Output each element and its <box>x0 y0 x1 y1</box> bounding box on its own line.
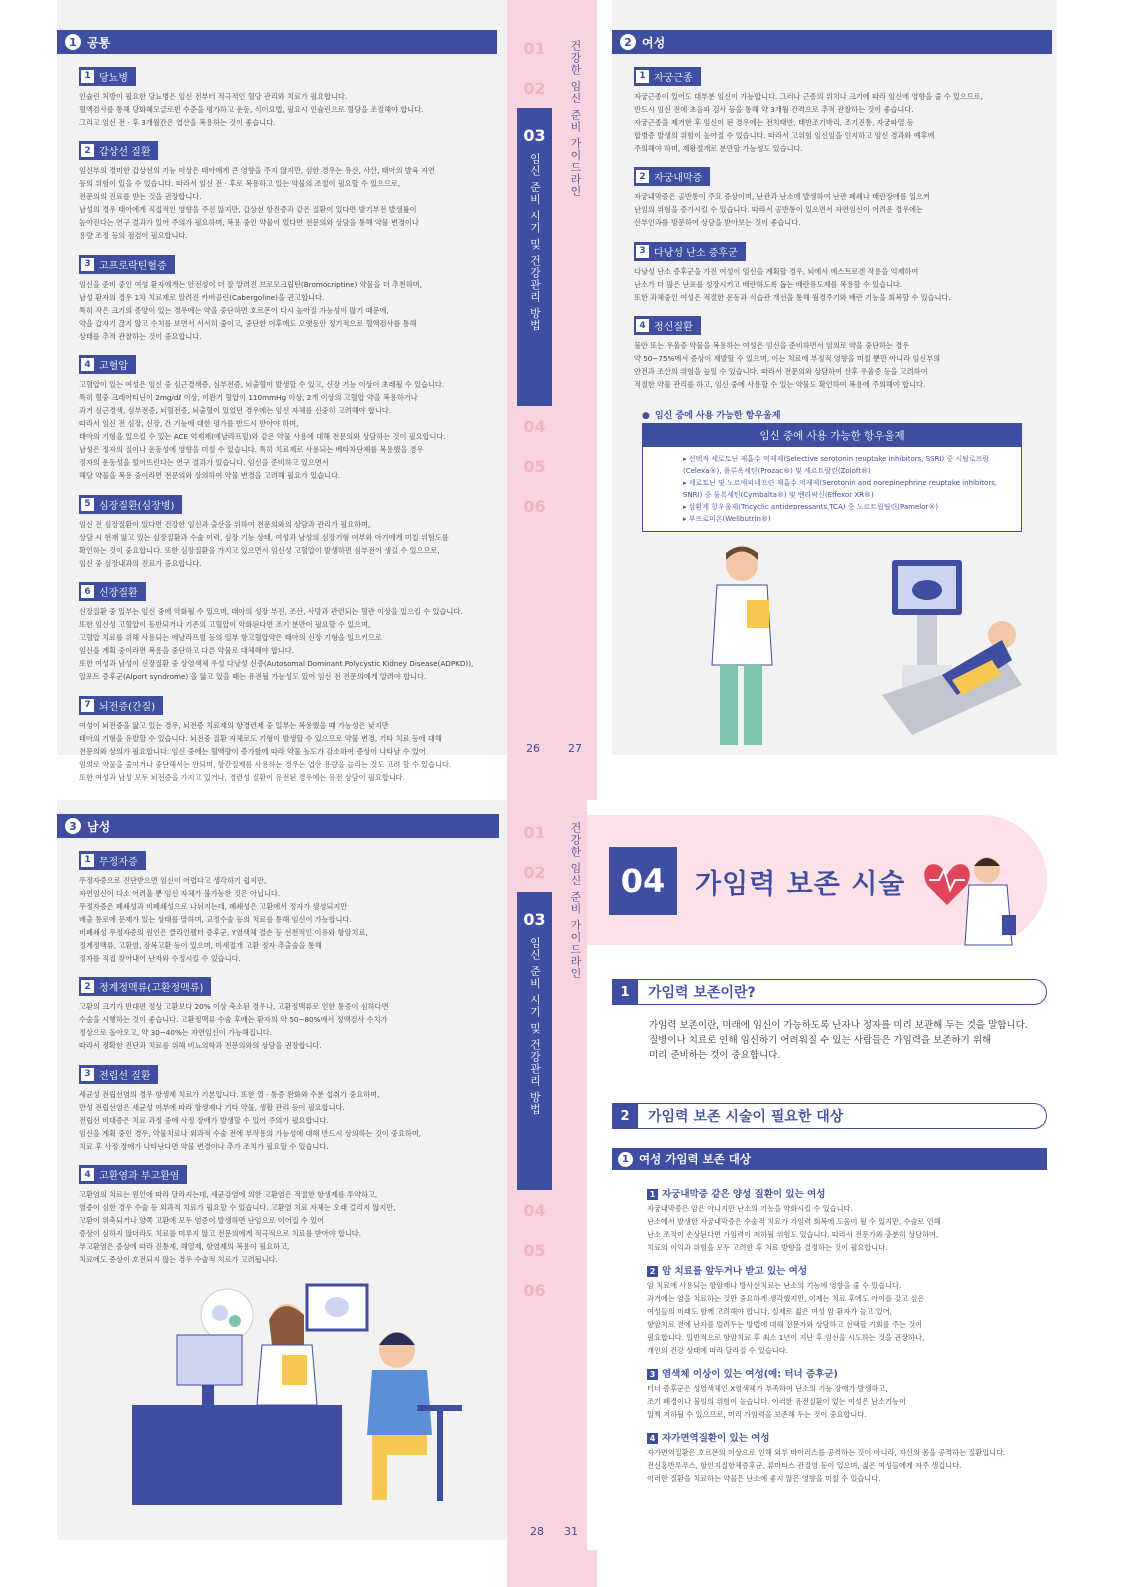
item-heading <box>647 1430 1052 1444</box>
item-number: 5 <box>81 498 94 511</box>
section-title: 남성 <box>87 819 111 834</box>
item-number: 6 <box>81 585 94 598</box>
section-number: 3 <box>65 818 81 834</box>
guide-title-vertical: 건강한 임신 준비 가이드라인 <box>569 40 582 198</box>
page-number-26: 26 <box>526 742 540 755</box>
item-heading <box>647 1366 1052 1380</box>
item-number: 1 <box>647 1189 658 1200</box>
pill-number: 1 <box>612 979 638 1005</box>
item-number: 4 <box>81 1168 94 1181</box>
item-block <box>79 974 499 1053</box>
item-body: 불안 또는 우울증 약물을 복용하는 여성은 임신을 준비하면서 임의로 약을 중단하는 경우 약 50~75%에서 증상이 재발할 수 있으며, 이는 치료에 부정적 영향을 미칠 뿐만 아니라 임신부의 안전과 조산의 위험을 높일 수 있습니다. 따라서 전문의와 상담하여 산후 우울증 등을 고려하여 적절한 약물 관리를 하고, 임신 중에 사용할 수 있는 약물도 확인하여 복용에 주의해야 합니다. <box>634 341 941 389</box>
item-number: 4 <box>647 1433 658 1444</box>
item-body: 자궁내막증은 암은 아니지만 난소의 기능을 약화시킬 수 있습니다. 난소에서 발생한 자궁내막증은 수술적 치료가 가임력 회복에 도움이 될 수 있지만, 수술로 인해 난소 조직이 손상된다면 가임력이 저하될 위험도 있습니다. 따라서 전문가와 충분히 상담하여, 치료의 이익과 위험을 모두 고려한 후 치료 방향을 결정하는 것이 필요합니다. <box>647 1204 941 1252</box>
item-title: 정계정맥류(고환정맥류) <box>99 983 204 994</box>
subhead-female-targets <box>612 1148 1047 1170</box>
pill-title: 가임력 보존 시술이 필요한 대상 <box>648 1109 844 1125</box>
item-title: 고프로락틴혈증 <box>99 260 167 272</box>
item-body: 자궁내막증은 골반통이 주요 증상이며, 난관과 난소에 발생하여 난관 폐쇄나 배란장애를 일으켜 난임의 위험을 증가시킬 수 있습니다. 따라서 골반통이 있으면서 자연임신이 어려운 경우에는 산부인과를 방문하여 상담을 받아보는 것이 좋습니다. <box>634 192 930 227</box>
item-title: 고환염과 부고환염 <box>99 1171 180 1182</box>
section-title: 공통 <box>87 35 111 50</box>
item-block <box>79 491 499 570</box>
item-tag <box>79 355 136 374</box>
item-tag <box>79 977 211 996</box>
item-body: 암 치료에 사용되는 항암제나 방사선치료는 난소의 기능에 영향을 줄 수 있습니다. 과거에는 암을 치료하는 것만 중요하게 생각했지만, 이제는 치료 후에도 아이를 갖고 싶은 여성들의 미래도 함께 고려해야 합니다. 실제로 젊은 여성 암 환자가 늘고 있어, 항암치료 전에 난자를 얼려두는 방법에 대해 전문가와 상담하고 선택할 기회를 주는 것이 필요합니다. 일반적으로 항암치료 후 최소 1년이 지난 후 임신을 시도하는 것을 권장하나, 개인의 건강 상태에 따라 달라질 수 있습니다. <box>647 1281 925 1355</box>
item-block <box>79 1162 499 1267</box>
page-27-items <box>634 63 1044 400</box>
tab-column-bottom <box>517 812 552 1310</box>
subhead-title: 여성 가임력 보존 대상 <box>639 1152 751 1166</box>
chapter-tab-06[interactable] <box>517 1270 552 1310</box>
item-tag <box>79 67 136 86</box>
section-header-men <box>57 814 499 838</box>
item-body: 고혈압이 있는 여성은 임신 중 심근경색증, 심부전증, 뇌출혈이 발생할 수 있고, 신장 기능 이상이 초래될 수 있습니다. 특히 혈중 크레아티닌이 2mg/dℓ 이상, 이완기 혈압이 110mmHg 이상, 2개 이상의 고혈압 약을 복용하거나 과거 심근경색, 심부전증, 뇌혈전증, 뇌출혈이 있었던 경우에는 임신 자체를 신중히 고려해야 합니다. 따라서 임신 전 심장, 신장, 간 기능에 대한 평가를 반드시 받아야 하며, 태아의 기형을 일으킬 수 있는 ACE 억제제(에날라프릴)와 같은 약물 사용에 대해 전문의와 상담하는 것이 필요합니다. 남성은 정자의 질이나 운동성에 영향을 미칠 수 있습니다. 특히 치료제로 사용되는 베타차단제를 복용했을 경우 정자의 운동성을 떨어뜨린다는 연구 결과가 있습니다. 임신을 준비하고 있으면서 해당 약물을 복용 중이라면 전문의와 상의하여 약물 변경을 고려해 필요가 있습니다. <box>79 380 446 480</box>
item-tag <box>634 242 746 261</box>
page-number-27: 27 <box>568 742 582 755</box>
item-block <box>634 164 1044 230</box>
chapter-title: 가임력 보존 시술 <box>695 869 906 900</box>
chapter-tab-03[interactable] <box>517 892 552 1190</box>
item-tag <box>79 1165 187 1184</box>
page-27 <box>612 0 1057 755</box>
item-number: 1 <box>81 854 94 867</box>
item-number: 2 <box>81 980 94 993</box>
item-block <box>79 251 499 343</box>
chapter-tab-number: 05 <box>523 1240 546 1260</box>
section-header-common <box>57 30 497 54</box>
chapter-tab-number: 06 <box>523 1280 546 1300</box>
chapter-tab-number: 03 <box>523 910 546 929</box>
tab-column-top <box>517 28 552 526</box>
section-header-women <box>612 30 1052 54</box>
chapter-tab-04[interactable] <box>517 1190 552 1230</box>
chapter-tab-05[interactable] <box>517 446 552 486</box>
chapter-tab-01[interactable] <box>517 28 552 68</box>
chapter-tab-number: 06 <box>523 496 546 516</box>
item-title: 신장질환 <box>99 588 138 599</box>
chapter-tab-number: 02 <box>523 78 546 98</box>
item-number: 1 <box>636 70 649 83</box>
chapter-tab-06[interactable] <box>517 486 552 526</box>
item-block <box>634 313 1044 392</box>
antidepressant-list-item: ▸ 부프로피온(Wellbutrin®) <box>683 513 1011 525</box>
page-28-items <box>79 847 499 1275</box>
page-number-28: 28 <box>530 1525 544 1538</box>
item-block <box>79 352 499 483</box>
item-title: 다낭성 난소 증후군 <box>654 247 738 259</box>
chapter-tab-04[interactable] <box>517 406 552 446</box>
item-block <box>634 63 1044 155</box>
item-body: 신장질환 중 일부는 임신 중에 악화될 수 있으며, 태아의 성장 부진, 조산, 사망과 관련되는 혈관 이상을 일으킬 수 있습니다. 또한 임신성 고혈압이 동반되거나 기존의 고혈압이 악화된다면 조기 분만이 필요할 수 있으며, 고혈압 치료를 위해 사용되는 에날라프릴 등의 일부 항고혈압약은 태아의 신장 기형을 일으키므로 임신을 계획 중이라면 복용을 중단하고 다른 약물로 대체해야 합니다. 또한 여성과 남성이 신장질환 중 상염색체 우성 다낭성 신증(Autosomal Dominant Polycystic Kidney Disease(ADPKD)), 알포트 증후군(Alport syndrome) 을 앓고 있을 때는 유전될 가능성도 있어 임신 전 전문의에게 알려야 합니다. <box>79 607 474 681</box>
pill-number: 2 <box>612 1103 638 1129</box>
chapter-tab-number: 03 <box>523 126 546 145</box>
item-title: 염색체 이상이 있는 여성(예: 터너 증후군) <box>662 1369 838 1380</box>
chapter-tab-number: 04 <box>523 1200 546 1220</box>
item-body: 고환의 크기가 반대편 정상 고환보다 20% 이상 축소된 경우나, 고환정맥류로 인한 통증이 심하다면 수술을 시행하는 것이 좋습니다. 고환정맥류 수술 후에는 환자의 약 50~80%에서 정액검사 수치가 정상으로 돌아오고, 약 30~40%는 자연임신이 가능해집니다. 따라서 정확한 진단과 치료를 위해 비뇨의학과 전문의와의 상담을 권장합니다. <box>79 1002 389 1050</box>
item-body: 세균성 전립선염의 경우 항생제 치료가 기본입니다. 또한 열 · 통증 완화와 수분 섭취가 중요하며, 만성 전립선염은 세균성 여부에 따라 항생제나 기타 약물, 생활 관리 등이 필요합니다. 전립선 비대증은 치료 과정 중에 사정 장애가 발생할 수 있어 주의가 필요합니다. 임신을 계획 중인 경우, 약물치료나 외과적 수술 전에 부작용의 가능성에 대해 반드시 상의하는 것이 중요하며, 치료 후 사정 장애가 나타난다면 약물 변경이나 추가 조치가 필요할 수 있습니다. <box>79 1089 422 1151</box>
item-number: 3 <box>81 258 94 271</box>
item-block <box>79 63 499 129</box>
item-body: 임신 전 심장질환이 있다면 건강한 임신과 출산을 위하여 전문의와의 상담과 관리가 필요하며, 상담 시 현재 앓고 있는 심장질환과 수술 이력, 심장 기능 상태, 여성과 남성의 심장기형 여부와 아기에게 미칠 위험도를 확인하는 것이 중요합니다. 또한 심장질환을 가지고 있으면서 임신성 고혈압이 발생하면 심부전이 생길 수 있으므로, 임신 중 심장내과의 진료가 중요합니다. <box>79 519 449 568</box>
item-block <box>647 1430 1052 1485</box>
antidepressant-bullet <box>642 403 781 422</box>
item-title: 당뇨병 <box>99 72 128 84</box>
page-number-31: 31 <box>564 1525 578 1538</box>
fertility-preservation-definition: 가임력 보존이란, 미래에 임신이 가능하도록 난자나 정자를 미리 보관해 두는 것을 말합니다. 질병이나 치료로 인해 임신하기 어려워질 수 있는 사람들은 가임력을 보존하기 위해 미리 준비하는 것이 중요합니다. <box>649 1020 1028 1061</box>
chapter-tab-01[interactable] <box>517 812 552 852</box>
item-tag <box>79 495 182 514</box>
item-title: 심장질환(심장병) <box>99 500 175 512</box>
item-heading <box>647 1263 1052 1277</box>
item-title: 자가면역질환이 있는 여성 <box>662 1433 770 1444</box>
antidepressant-list <box>643 447 1021 531</box>
antidepressant-list-item: ▸ 선택적 세로토닌 재흡수 억제제(Selective serotonin reuptake inhibitors, SSRI) 중 시탈로프람(Celexa®), 플루옥세틴(Prozac®) 및 세르트랄린(Zoloft®) <box>683 453 1011 477</box>
item-body: 자궁근종이 있어도 대부분 임신이 가능합니다. 그러나 근종의 위치나 크기에 따라 임신에 영향을 줄 수 있으므로, 반드시 임신 전에 초음파 검사 등을 통해 약 3개월 간격으로 추적 관찰하는 것이 좋습니다. 자궁근종을 제거한 후 임신이 된 경우에는 전치태반, 태반조기박리, 조기진통, 자궁파열 등 합병증 발생의 위험이 높아질 수 있습니다. 따라서 고위험 임신임을 인지하고 임신 경과와 예후에 주의해야 하며, 제왕절개로 분만할 가능성도 있습니다. <box>634 91 984 153</box>
section-number: 1 <box>65 34 81 50</box>
pill-what-is-fertility-preservation <box>612 979 1047 1005</box>
item-heading <box>647 1186 1052 1200</box>
item-body: 다낭성 난소 증후군을 가진 여성이 임신을 계획할 경우, 뇌에서 에스트로겐 작용을 억제하여 난소가 더 많은 난포를 성장시키고 배란하도록 돕는 배란유도제를 복용할 수 있습니다. 또한 과체중인 여성은 적절한 운동과 식습관 개선을 통해 월경주기와 배란 기능을 회복할 수 있습니다. <box>634 266 951 302</box>
chapter-tab-label: 임신 준비 시기 및 건강관리 방법 <box>528 937 542 1116</box>
chapter-tab-05[interactable] <box>517 1230 552 1270</box>
antidepressant-list-item: ▸ 삼환계 항우울제(Tricyclic antidepressants,TCA) 중 노르트립틸린(Pamelor®) <box>683 501 1011 513</box>
pill-target-group <box>612 1103 1047 1129</box>
item-block <box>647 1366 1052 1421</box>
item-block <box>79 1061 499 1153</box>
item-block <box>647 1263 1052 1357</box>
item-tag <box>634 316 701 335</box>
item-body: 고환염의 치료는 원인에 따라 달라지는데, 세균감염에 의한 고환염은 적절한 항생제를 투약하고, 염증이 심한 경우 수술 등 외과적 치료가 필요할 수 있습니다. 고환염 치료 자체는 오래 걸리지 않지만, 고환이 위축되거나 양쪽 고환에 모두 염증이 발생하면 난임으로 이어질 수 있어 증상이 심하지 않더라도 치료를 미루지 않고 전문의에게 적극적으로 치료를 받아야 합니다. 부고환염은 증상에 따라 진통제, 해열제, 항염제의 복용이 필요하고, 치료에도 증상이 호전되지 않는 경우 수술적 치료가 고려됩니다. <box>79 1190 396 1264</box>
item-tag <box>79 1065 158 1084</box>
chapter-tab-number: 01 <box>523 822 546 842</box>
chapter-tab-number: 04 <box>523 416 546 436</box>
item-tag <box>79 582 146 601</box>
page-31 <box>587 800 1057 1550</box>
item-body: 여성이 뇌전증을 앓고 있는 경우, 뇌전증 치료제의 항경련제 중 일부는 복용했을 때 가능성은 낮지만 태아의 기형을 유발할 수 있습니다. 뇌전증 질환 자체로도 기형이 발생할 수 있으므로 약물 변경, 기타 치료 등에 대해 전문의와 상의가 필요합니다. 임신 중에는 혈액량이 증가함에 따라 약물 농도가 감소하여 증상이 나타날 수 있어 임의로 약물을 줄이거나 중단해서는 안되며, 항간질제를 사용하는 경우는 엽산 용량을 늘리는 것도 고려 할 수 있습니다. 또한 여성과 남성 모두 뇌전증을 가지고 있거나, 경련성 질환이 유전된 경우에는 유전 상담이 필요합니다. <box>79 720 452 782</box>
item-tag <box>79 696 163 715</box>
item-title: 갑상선 질환 <box>99 147 151 158</box>
section-number: 2 <box>620 34 636 50</box>
item-block <box>79 847 499 965</box>
doctor-heart-illustration <box>917 840 1027 945</box>
item-title: 정신질환 <box>654 322 693 333</box>
chapter-tab-number: 02 <box>523 862 546 882</box>
item-block <box>79 579 499 684</box>
chapter-tab-number: 05 <box>523 456 546 476</box>
item-body: 임신부의 경미한 갑상선의 기능 이상은 태아에게 큰 영향을 주지 않지만, 심한 경우는 유산, 사산, 태아의 발육 지연 등의 위험이 있을 수 있습니다. 따라서 임신 전 · 후로 복용하고 있는 약물의 조절이 필요할 수 있으므로, 전문의의 진료를 받는 것을 권장합니다. 남성의 경우 태아에게 직접적인 영향을 주진 않지만, 갑상선 항진증과 같은 질환이 있다면 발기부전 발생률이 높아진다는 연구 결과가 있어 주의가 필요하며, 복용 중인 약물이 있다면 전문의와 상담을 통해 약물 변경이나 용량 조정 등의 점검이 필요합니다. <box>79 166 435 240</box>
antidepressant-box-title: 임신 중에 사용 가능한 항우울제 <box>643 424 1021 447</box>
page-31-items <box>647 1186 1052 1494</box>
doctor-patient-consultation-illustration <box>132 1275 462 1505</box>
chapter-number: 04 <box>609 847 677 915</box>
guide-title-vertical-bottom: 건강한 임신 준비 가이드라인 <box>569 822 582 980</box>
item-body: 자가면역질환은 호르몬의 이상으로 인해 외부 바이러스를 공격하는 것이 아니라, 자신의 몸을 공격하는 질환입니다. 전신홍반루푸스, 항인지질항체증후군, 류마티스 관절염 등이 있으며, 젊은 여성들에게 자주 생깁니다. 이러한 질환을 치료하는 약물은 난소에 좋지 않은 영향을 미칠 수 있습니다. <box>647 1448 1006 1483</box>
item-body: 인슐린 처방이 필요한 당뇨병은 임신 전부터 적극적인 혈당 관리와 치료가 필요합니다. 혈액검사를 통해 당화혜모글로빈 수준을 평가하고 운동, 식이요법, 필요시 인슐린으로 혈당을 조절해야 합니다. 그리고 임신 전 · 후 3개월간은 엽산을 복용하는 것이 좋습니다. <box>79 91 424 127</box>
subhead-number: 1 <box>618 1152 633 1167</box>
item-number: 3 <box>81 1068 94 1081</box>
chapter-tab-02[interactable] <box>517 852 552 892</box>
item-number: 3 <box>636 245 649 258</box>
item-tag <box>634 67 701 86</box>
item-number: 4 <box>636 319 649 332</box>
item-number: 2 <box>81 144 94 157</box>
item-number: 7 <box>81 699 94 712</box>
chapter-tab-number: 01 <box>523 38 546 58</box>
item-block <box>79 692 499 784</box>
item-title: 암 치료를 앞두거나 받고 있는 여성 <box>662 1266 808 1277</box>
item-number: 1 <box>81 70 94 83</box>
item-block <box>634 238 1044 304</box>
item-title: 자궁근종 <box>654 72 693 84</box>
item-tag <box>79 141 158 160</box>
item-title: 자궁내막증 같은 양성 질환이 있는 여성 <box>662 1189 826 1200</box>
doctor-ultrasound-illustration <box>702 545 1042 755</box>
page-26-items <box>79 63 499 793</box>
item-title: 뇌전증(간질) <box>99 701 156 713</box>
item-title: 자궁내막증 <box>654 173 703 184</box>
antidepressant-box <box>642 423 1022 532</box>
item-body: 터너 증후군은 성염색체인 X염색체가 부족하여 난소의 기능 장애가 발생하고, 조기 폐경이나 불임의 위험이 높습니다. 이러한 유전질환이 있는 여성은 난소기능이 일찍 저하될 수 있으므로, 미리 가임력을 보존해 두는 것이 중요합니다. <box>647 1384 906 1419</box>
bullet-dot-icon: ● <box>642 411 650 421</box>
chapter-tab-label: 임신 준비 시기 및 건강관리 방법 <box>528 153 542 332</box>
chapter-tab-03[interactable] <box>517 108 552 406</box>
section-title: 여성 <box>642 35 666 50</box>
page-28 <box>57 800 507 1540</box>
item-number: 2 <box>636 170 649 183</box>
item-title: 무정자증 <box>99 856 138 868</box>
pill-title: 가임력 보존이란? <box>648 985 756 1001</box>
item-body: 임신을 준비 중인 여성 환자에게는 안전성이 더 잘 알려진 브로모크립틴(Bromocriptine) 약물을 더 추천하며, 남성 환자의 경우 1차 치료제로 알려진 카버골린(Cabergoline)을 권고합니다. 특히 작은 크기의 종양이 있는 경우에는 약을 중단하면 호르몬이 다시 높아질 가능성이 많기 때문에, 약을 갑자기 끊지 않고 수치를 보면서 서서히 줄이고, 중단한 이후에도 오랫동안 정기적으로 혈액검사를 통해 상태를 추적 관찰하는 것이 중요합니다. <box>79 279 422 341</box>
item-number: 3 <box>647 1369 658 1380</box>
antidepressant-list-item: ▸ 세로토닌 및 노르에피네프린 재흡수 억제제(Serotonin and norepinephrine reuptake inhibitors, SNRI) 중 둘록세틴(Cymbalta®) 및 벤라팍신(Effexor XR®) <box>683 477 1011 501</box>
item-tag <box>79 851 146 870</box>
page-26 <box>57 0 507 782</box>
item-title: 고혈압 <box>99 361 128 372</box>
chapter-tab-02[interactable] <box>517 68 552 108</box>
antidepressant-bullet-label: 임신 중에 사용 가능한 항우울제 <box>654 411 781 421</box>
item-number: 4 <box>81 358 94 371</box>
item-number: 2 <box>647 1266 658 1277</box>
item-title: 전립선 질환 <box>99 1070 151 1082</box>
item-tag <box>79 255 175 274</box>
item-block <box>647 1186 1052 1254</box>
item-tag <box>634 167 710 186</box>
item-body: 무정자증으로 진단받으면 임신이 어렵다고 생각하기 쉽지만, 자연임신이 다소 어려울 뿐 임신 자체가 불가능한 것은 아닙니다. 무정자증은 폐쇄성과 비폐쇄성으로 나뉘지는데, 폐쇄성은 고환에서 정자가 생성되지만 배출 통로에 문제가 있는 상태를 말하며, 교정수술 등의 치료를 통해 임신이 가능합니다. 비폐쇄성 무정자증의 원인은 클라인펠터 증후군, Y염색체 결손 등 선천적인 이유와 항암치료, 정계정맥류, 고환염, 잠복고환 등이 있으며, 미세절개 고환 정자 추출술을 통해 정자를 직접 찾아내어 난자와 수정시킬 수 있습니다. <box>79 875 368 963</box>
item-block <box>79 138 499 243</box>
